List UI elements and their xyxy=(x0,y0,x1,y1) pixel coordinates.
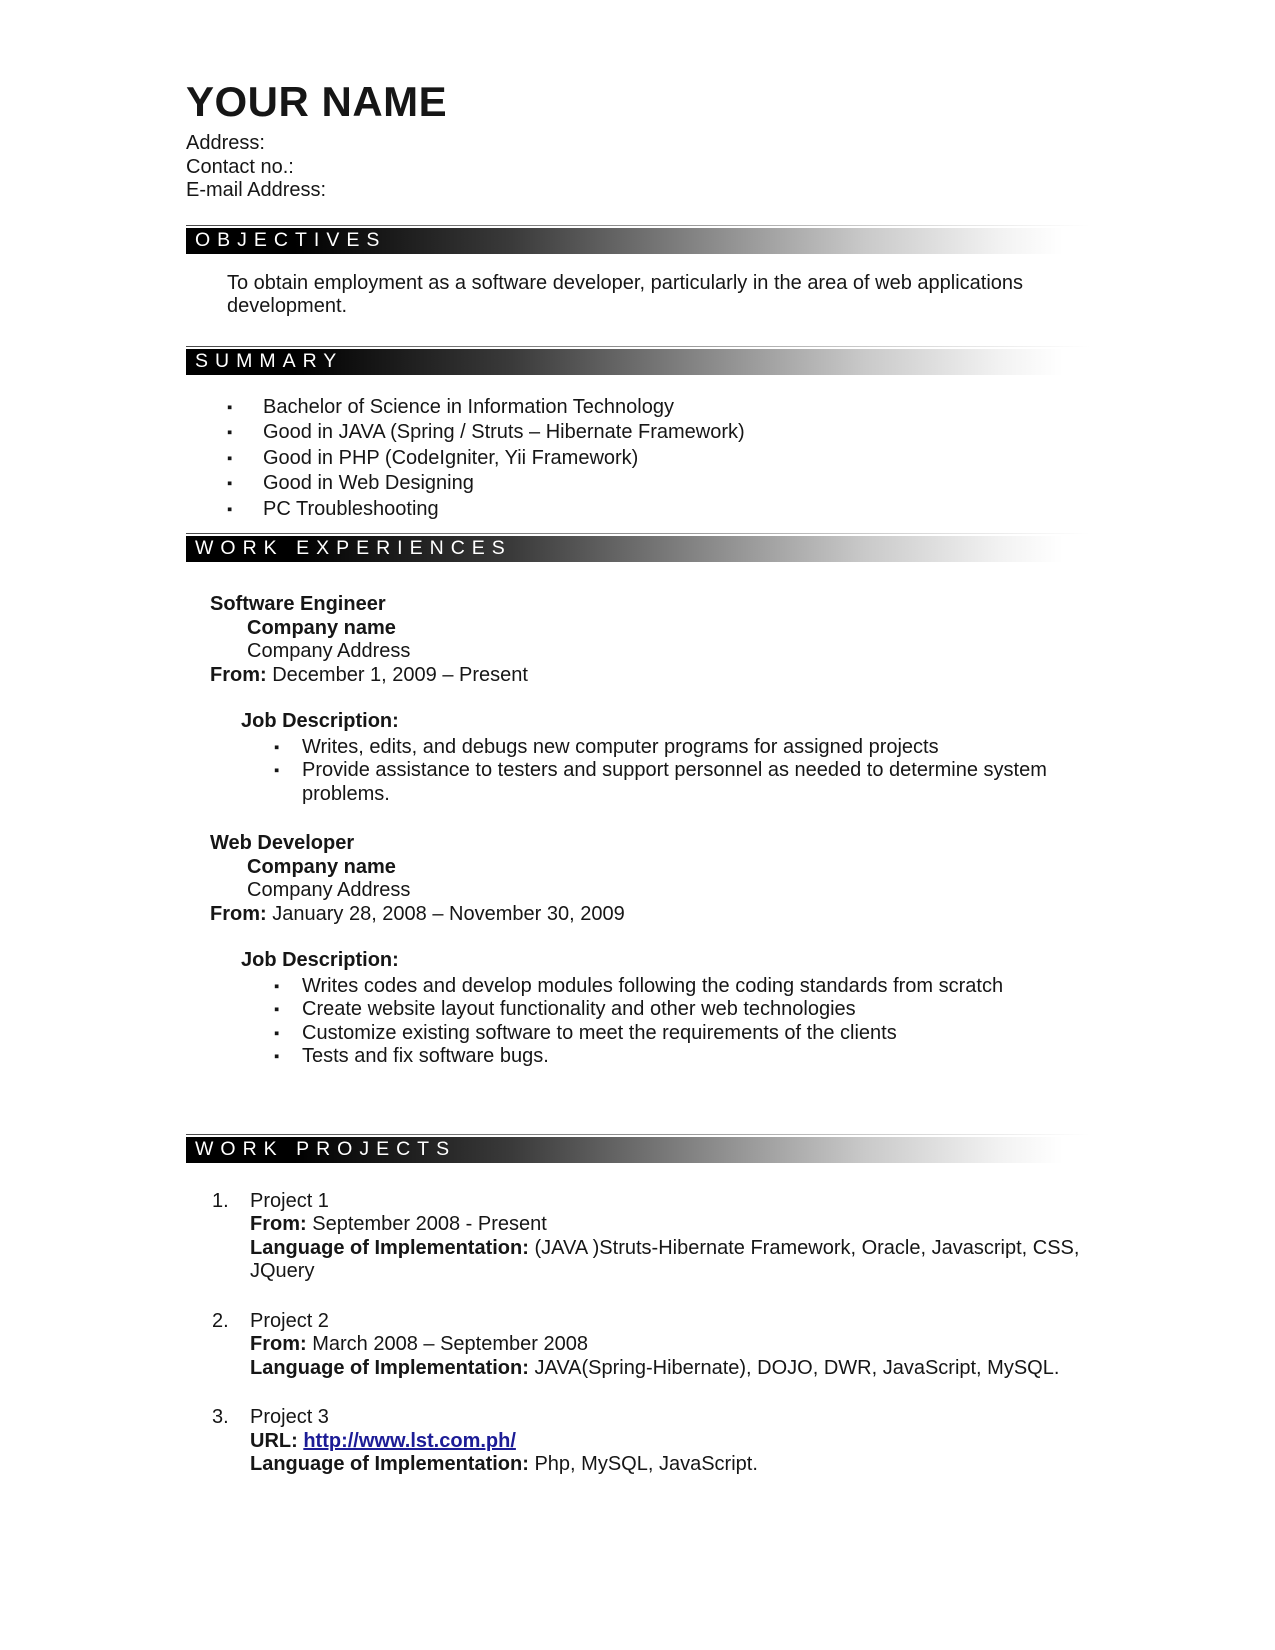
job-description-block xyxy=(210,949,1090,1069)
duty-text: Writes codes and develop modules following the coding standards from scratch xyxy=(302,974,1004,997)
project-number: 1. xyxy=(212,1189,229,1212)
project-item xyxy=(212,1406,1090,1477)
bullet-square-icon: ▪ xyxy=(227,424,233,441)
project-url-link[interactable]: http://www.lst.com.ph/ xyxy=(303,1429,516,1452)
duty-item xyxy=(274,998,1086,1022)
job-block xyxy=(210,593,1090,806)
job-description-label: Job Description: xyxy=(241,949,399,971)
project-languages: Php, MySQL, JavaScript. xyxy=(534,1453,758,1475)
section-bar-objectives xyxy=(186,228,1090,254)
bullet-square-icon: ▪ xyxy=(274,1048,280,1065)
from-line xyxy=(210,903,1090,927)
summary-item xyxy=(227,395,1090,421)
company-address: Company Address xyxy=(247,879,411,901)
summary-item-text: Good in Web Designing xyxy=(263,472,474,494)
duty-text: Provide assistance to testers and support personnel as needed to determine system problems. xyxy=(302,759,1047,805)
name-heading: YOUR NAME xyxy=(186,78,448,125)
project-period: March 2008 – September 2008 xyxy=(312,1333,588,1355)
summary-list xyxy=(186,395,1090,523)
project-body xyxy=(250,1190,1090,1284)
contact-line: Contact no.: xyxy=(186,155,294,178)
project-languages: JAVA(Spring-Hibernate), DOJO, DWR, JavaScript, MySQL. xyxy=(534,1356,1060,1379)
bullet-square-icon: ▪ xyxy=(227,500,233,518)
project-languages: (JAVA )Struts-Hibernate Framework, Oracle, Javascript, CSS, JQuery xyxy=(250,1236,1080,1282)
contact-block xyxy=(186,132,1090,203)
project-from-line xyxy=(250,1333,1090,1357)
from-label: From: xyxy=(250,1213,307,1235)
bullet-square-icon: ▪ xyxy=(274,1024,280,1042)
project-item xyxy=(212,1190,1090,1284)
summary-item xyxy=(227,446,1090,472)
project-item xyxy=(212,1310,1090,1381)
bullet-square-icon: ▪ xyxy=(227,475,233,492)
summary-item-text: Good in PHP (CodeIgniter, Yii Framework) xyxy=(263,446,639,469)
project-number: 3. xyxy=(212,1406,229,1428)
duties-list xyxy=(210,975,1090,1069)
duty-item xyxy=(274,759,1086,806)
duty-text: Customize existing software to meet the requirements of the clients xyxy=(302,1021,897,1044)
duty-text: Writes, edits, and debugs new computer programs for assigned projects xyxy=(302,735,939,758)
objective-paragraph: To obtain employment as a software developer, particularly in the area of web applications development. xyxy=(227,271,1024,317)
job-title: Software Engineer xyxy=(210,593,386,615)
project-url-line xyxy=(250,1430,1090,1454)
project-language-line xyxy=(250,1357,1090,1381)
company-name: Company name xyxy=(247,616,396,639)
summary-section-title: SUMMARY xyxy=(195,349,344,372)
address-line: Address: xyxy=(186,132,265,154)
language-label: Language of Implementation: xyxy=(250,1453,529,1475)
from-label: From: xyxy=(210,902,267,925)
job-description-label: Job Description: xyxy=(241,710,399,732)
project-language-line xyxy=(250,1453,1090,1477)
company-address: Company Address xyxy=(247,640,411,662)
url-label: URL: xyxy=(250,1429,298,1452)
project-from-line xyxy=(250,1213,1090,1237)
duty-item xyxy=(274,1045,1086,1069)
project-body xyxy=(250,1406,1090,1477)
job-period: January 28, 2008 – November 30, 2009 xyxy=(272,902,625,925)
summary-item xyxy=(227,497,1090,523)
job-description-block xyxy=(210,710,1090,806)
duty-text: Tests and fix software bugs. xyxy=(302,1045,549,1067)
work-projects-section-title: WORK PROJECTS xyxy=(195,1137,457,1160)
bullet-square-icon: ▪ xyxy=(274,977,280,995)
objectives-section-title: OBJECTIVES xyxy=(195,228,387,251)
language-label: Language of Implementation: xyxy=(250,1236,529,1259)
project-number: 2. xyxy=(212,1309,229,1332)
section-bar-work-experiences xyxy=(186,536,1090,562)
project-name: Project 1 xyxy=(250,1189,329,1212)
from-label: From: xyxy=(210,663,267,686)
duty-item xyxy=(274,975,1086,999)
bullet-square-icon: ▪ xyxy=(274,762,280,779)
project-period: September 2008 - Present xyxy=(312,1213,547,1235)
summary-item xyxy=(227,471,1090,497)
language-label: Language of Implementation: xyxy=(250,1356,529,1379)
email-line: E-mail Address: xyxy=(186,179,327,201)
bullet-square-icon: ▪ xyxy=(274,1001,280,1018)
from-line xyxy=(210,664,1090,688)
job-title: Web Developer xyxy=(210,832,355,854)
duty-text: Create website layout functionality and other web technologies xyxy=(302,998,856,1020)
bullet-square-icon: ▪ xyxy=(274,738,280,756)
bullet-square-icon: ▪ xyxy=(227,398,233,416)
project-name: Project 2 xyxy=(250,1309,329,1332)
company-name: Company name xyxy=(247,855,396,878)
work-experiences-section-title: WORK EXPERIENCES xyxy=(195,537,512,560)
job-period: December 1, 2009 – Present xyxy=(272,663,528,686)
job-block xyxy=(210,832,1090,1069)
duty-item xyxy=(274,1022,1086,1046)
project-name: Project 3 xyxy=(250,1406,329,1428)
duty-item xyxy=(274,736,1086,760)
section-bar-work-projects xyxy=(186,1137,1090,1163)
summary-item-text: Good in JAVA (Spring / Struts – Hibernate Framework) xyxy=(263,421,745,443)
section-bar-summary xyxy=(186,349,1090,375)
summary-item xyxy=(227,420,1090,446)
summary-item-text: PC Troubleshooting xyxy=(263,497,439,520)
project-language-line xyxy=(250,1237,1090,1284)
summary-item-text: Bachelor of Science in Information Technology xyxy=(263,395,674,418)
from-label: From: xyxy=(250,1333,307,1355)
duties-list xyxy=(210,736,1090,807)
bullet-square-icon: ▪ xyxy=(227,449,233,467)
project-body xyxy=(250,1310,1090,1381)
